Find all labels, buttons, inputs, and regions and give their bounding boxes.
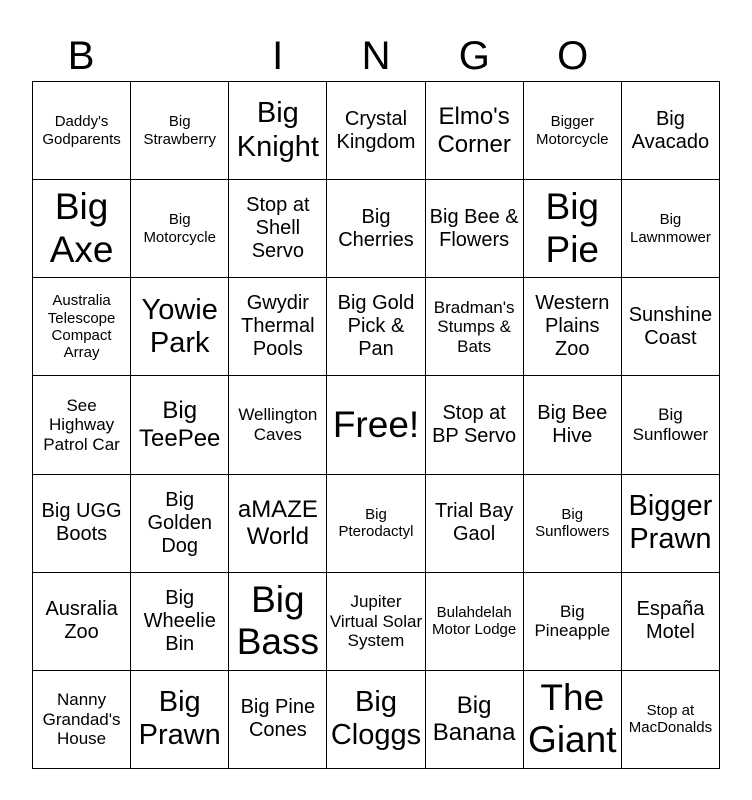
bingo-cell[interactable]: Big Lawnmower bbox=[622, 180, 720, 278]
bingo-cell[interactable]: Big Knight bbox=[229, 82, 327, 180]
bingo-cell[interactable]: Big Pterodactyl bbox=[327, 475, 425, 573]
bingo-cell[interactable]: Stop at MacDonalds bbox=[622, 671, 720, 769]
bingo-cell[interactable]: Big Banana bbox=[426, 671, 524, 769]
bingo-cell[interactable]: Bigger Motorcycle bbox=[524, 82, 622, 180]
bingo-cell[interactable]: The Giant bbox=[524, 671, 622, 769]
bingo-cell[interactable]: Daddy's Godparents bbox=[33, 82, 131, 180]
bingo-cell[interactable]: Big Cherries bbox=[327, 180, 425, 278]
bingo-cell[interactable]: Sunshine Coast bbox=[622, 278, 720, 376]
bingo-cell[interactable]: aMAZE World bbox=[229, 475, 327, 573]
bingo-cell[interactable]: Jupiter Virtual Solar System bbox=[327, 573, 425, 671]
bingo-cell[interactable]: Big Motorcycle bbox=[131, 180, 229, 278]
bingo-cell[interactable]: Big Cloggs bbox=[327, 671, 425, 769]
bingo-cell[interactable]: Stop at Shell Servo bbox=[229, 180, 327, 278]
bingo-cell[interactable]: Bradman's Stumps & Bats bbox=[426, 278, 524, 376]
bingo-cell[interactable]: Stop at BP Servo bbox=[426, 376, 524, 474]
bingo-cell[interactable]: Gwydir Thermal Pools bbox=[229, 278, 327, 376]
bingo-cell[interactable]: Ausralia Zoo bbox=[33, 573, 131, 671]
header-letter-g: G bbox=[458, 34, 490, 78]
header-letter-o: O bbox=[557, 34, 589, 78]
bingo-cell[interactable]: Trial Bay Gaol bbox=[426, 475, 524, 573]
bingo-cell[interactable]: Yowie Park bbox=[131, 278, 229, 376]
bingo-cell[interactable]: Big Sunflowers bbox=[524, 475, 622, 573]
bingo-cell[interactable]: Nanny Grandad's House bbox=[33, 671, 131, 769]
bingo-cell[interactable]: Big Pie bbox=[524, 180, 622, 278]
bingo-cell[interactable]: Crystal Kingdom bbox=[327, 82, 425, 180]
bingo-cell[interactable]: Big UGG Boots bbox=[33, 475, 131, 573]
bingo-header bbox=[32, 30, 720, 82]
bingo-cell[interactable]: Big Wheelie Bin bbox=[131, 573, 229, 671]
bingo-cell[interactable]: Big Pineapple bbox=[524, 573, 622, 671]
bingo-cell[interactable]: Bigger Prawn bbox=[622, 475, 720, 573]
bingo-cell[interactable]: Big Avacado bbox=[622, 82, 720, 180]
bingo-cell[interactable]: Big Bee Hive bbox=[524, 376, 622, 474]
bingo-cell[interactable]: Elmo's Corner bbox=[426, 82, 524, 180]
bingo-cell[interactable]: Western Plains Zoo bbox=[524, 278, 622, 376]
bingo-cell-free[interactable]: Free! bbox=[327, 376, 425, 474]
header-letter-n: N bbox=[361, 34, 391, 78]
bingo-cell[interactable]: Bulahdelah Motor Lodge bbox=[426, 573, 524, 671]
bingo-cell[interactable]: Big Strawberry bbox=[131, 82, 229, 180]
header-letter-b: B bbox=[67, 34, 95, 78]
bingo-cell[interactable]: Big Sunflower bbox=[622, 376, 720, 474]
bingo-cell[interactable]: Wellington Caves bbox=[229, 376, 327, 474]
bingo-cell[interactable]: Big Golden Dog bbox=[131, 475, 229, 573]
bingo-cell[interactable]: Big Axe bbox=[33, 180, 131, 278]
bingo-board bbox=[32, 81, 720, 769]
bingo-cell[interactable]: Big Pine Cones bbox=[229, 671, 327, 769]
bingo-cell[interactable]: España Motel bbox=[622, 573, 720, 671]
bingo-cell[interactable]: Big Bee & Flowers bbox=[426, 180, 524, 278]
bingo-cell[interactable]: Big Bass bbox=[229, 573, 327, 671]
bingo-cell[interactable]: See Highway Patrol Car bbox=[33, 376, 131, 474]
bingo-cell[interactable]: Big TeePee bbox=[131, 376, 229, 474]
header-letter-i: I bbox=[272, 34, 284, 78]
bingo-cell[interactable]: Big Gold Pick & Pan bbox=[327, 278, 425, 376]
bingo-cell[interactable]: Big Prawn bbox=[131, 671, 229, 769]
bingo-cell[interactable]: Australia Telescope Compact Array bbox=[33, 278, 131, 376]
